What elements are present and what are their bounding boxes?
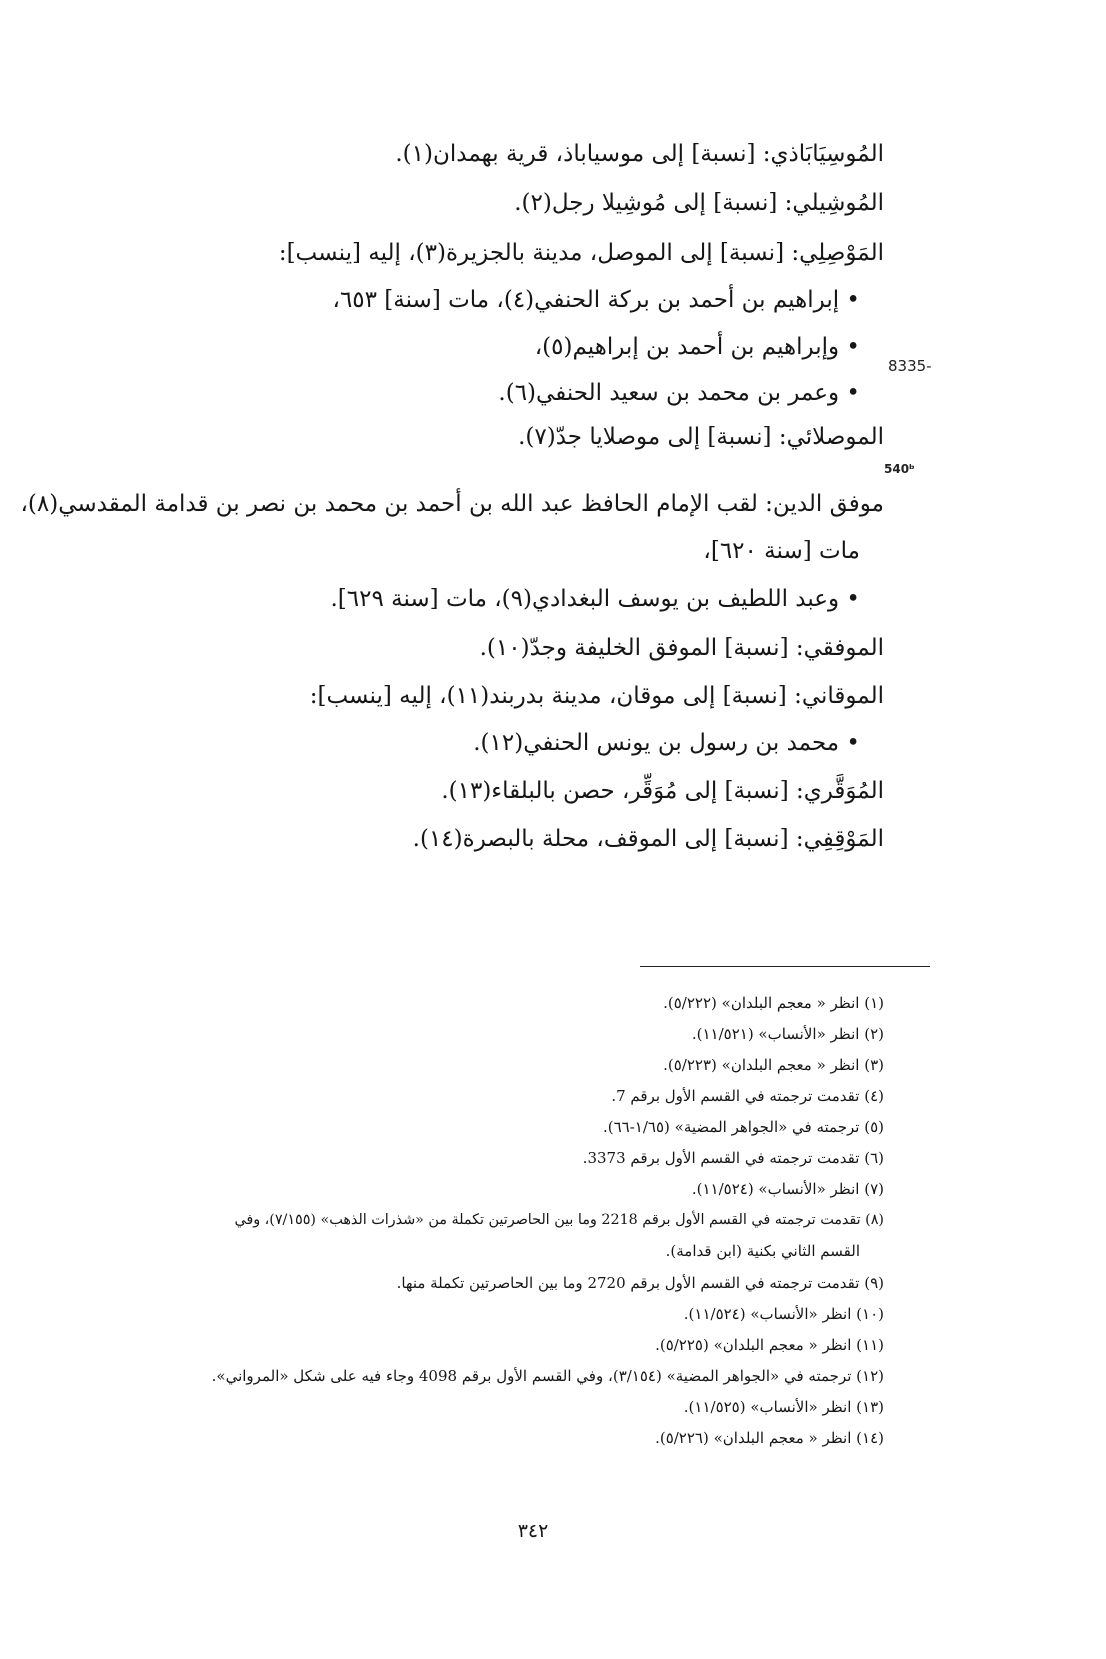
entry-line: المُوَقَّري: [نسبة] إلى مُوَقِّر، حصن بالبلقاء(١٣).	[441, 778, 884, 804]
entry-line: المُوشِيلي: [نسبة] إلى مُوشِيلا رجل(٢).	[514, 190, 884, 216]
footnote: (١٤) انظر « معجم البلدان» (٥/٢٢٦).	[655, 1429, 884, 1447]
footnote: (١) انظر « معجم البلدان» (٥/٢٢٢).	[663, 994, 884, 1012]
footnote: (٨) تقدمت ترجمته في القسم الأول برقم 2218 وما بين الحاصرتين تكملة من «شذرات الذهب» (٧/١٥٥)، وفي	[234, 1212, 884, 1228]
footnote: (١١) انظر « معجم البلدان» (٥/٢٢٥).	[655, 1336, 884, 1354]
entry-line: المُوسِيَابَاذي: [نسبة] إلى موسياباذ، قرية بهمدان(١).	[395, 141, 884, 167]
footnote: القسم الثاني بكنية (ابن قدامة).	[665, 1242, 860, 1260]
footnote: (٦) تقدمت ترجمته في القسم الأول برقم 3373.	[582, 1149, 884, 1167]
entry-line: • وعبد اللطيف بن يوسف البغدادي(٩)، مات [سنة ٦٢٩].	[330, 586, 860, 612]
entry-line: مات [سنة ٦٢٠]،	[703, 538, 860, 564]
entry-line: • وعمر بن محمد بن سعيد الحنفي(٦).	[498, 380, 860, 406]
entry-line: • إبراهيم بن أحمد بن بركة الحنفي(٤)، مات [سنة] ٦٥٣،	[332, 287, 860, 313]
entry-line: المَوْصِلِي: [نسبة] إلى الموصل، مدينة بالجزيرة(٣)، إليه [ينسب]:	[278, 240, 884, 266]
entry-line: الموفقي: [نسبة] الموفق الخليفة وجدّ(١٠).	[479, 635, 884, 661]
footnote: (٢) انظر «الأنساب» (١١/٥٢١).	[691, 1025, 884, 1043]
footnote: (٥) ترجمته في «الجواهر المضية» (١/٦٥-٦٦).	[602, 1118, 884, 1136]
folio-marker: 540ᵇ	[884, 462, 915, 476]
footnote: (٩) تقدمت ترجمته في القسم الأول برقم 2720 وما بين الحاصرتين تكملة منها.	[396, 1274, 884, 1292]
footnote: (٧) انظر «الأنساب» (١١/٥٢٤).	[691, 1180, 884, 1198]
entry-line: • محمد بن رسول بن يونس الحنفي(١٢).	[473, 730, 860, 756]
entry-line: • وإبراهيم بن أحمد بن إبراهيم(٥)،	[534, 334, 860, 360]
footnote: (١٠) انظر «الأنساب» (١١/٥٢٤).	[683, 1305, 884, 1323]
footnote-separator	[640, 966, 930, 967]
entry-line: المَوْقِفِي: [نسبة] إلى الموقف، محلة بالبصرة(١٤).	[412, 826, 884, 852]
footnote: (١٢) ترجمته في «الجواهر المضية» (٣/١٥٤)، وفي القسم الأول برقم 4098 وجاء فيه على شكل «المرواني».	[211, 1367, 884, 1385]
footnote: (٣) انظر « معجم البلدان» (٥/٢٢٣).	[663, 1056, 884, 1074]
entry-line: موفق الدين: لقب الإمام الحافظ عبد الله بن أحمد بن محمد بن نصر بن قدامة المقدسي(٨)،	[20, 491, 884, 517]
footnote: (٤) تقدمت ترجمته في القسم الأول برقم 7.	[611, 1087, 884, 1105]
entry-line: الموصلائي: [نسبة] إلى موصلايا جدّ(٧).	[518, 424, 884, 450]
footnote: (١٣) انظر «الأنساب» (١١/٥٢٥).	[683, 1398, 884, 1416]
entry-number: 8335-	[888, 357, 932, 375]
entry-line: الموقاني: [نسبة] إلى موقان، مدينة بدربند(١١)، إليه [ينسب]:	[309, 683, 884, 709]
page-number: ٣٤٢	[517, 1520, 549, 1542]
